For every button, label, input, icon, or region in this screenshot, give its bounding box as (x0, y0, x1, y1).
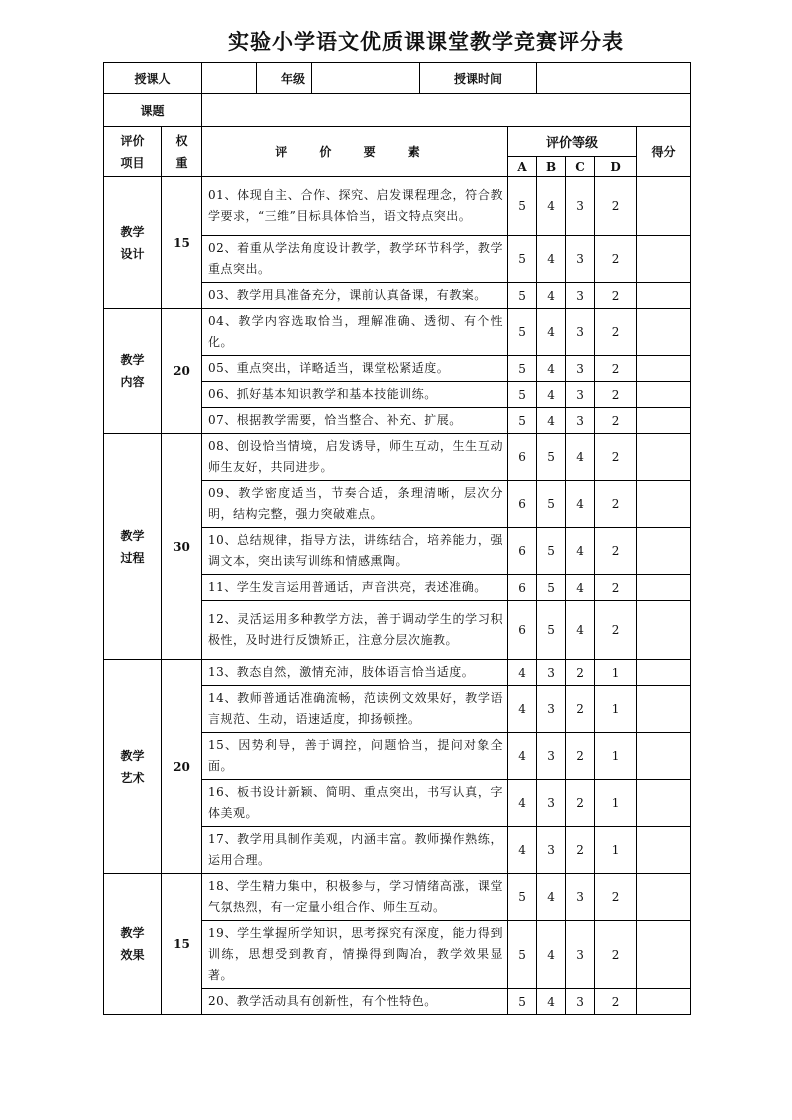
page-title: 实验小学语文优质课课堂教学竞赛评分表 (228, 29, 624, 54)
score-c: 3 (566, 408, 595, 434)
score-a: 4 (508, 660, 537, 686)
table-row (104, 874, 691, 921)
score-b: 3 (537, 827, 566, 874)
score-c: 3 (566, 177, 595, 236)
category-cell (104, 177, 162, 309)
score-c: 2 (566, 780, 595, 827)
score-field[interactable] (637, 989, 691, 1015)
eval-item-label-2: 项目 (120, 155, 145, 170)
category-cell (104, 309, 162, 434)
criterion-text: 15、因势利导，善于调控，问题恰当，提问对象全面。 (202, 733, 508, 780)
score-field[interactable] (637, 921, 691, 989)
criterion-text: 16、板书设计新颖、简明、重点突出，书写认真，字体美观。 (202, 780, 508, 827)
level-header: 评价等级 (508, 127, 637, 157)
criterion-text: 02、着重从学法角度设计教学，教学环节科学，教学重点突出。 (202, 236, 508, 283)
score-field[interactable] (637, 236, 691, 283)
weight-header (162, 127, 202, 177)
score-c: 4 (566, 575, 595, 601)
score-a: 6 (508, 528, 537, 575)
score-a: 5 (508, 382, 537, 408)
score-field[interactable] (637, 177, 691, 236)
time-field[interactable] (537, 63, 691, 94)
score-c: 3 (566, 283, 595, 309)
score-c: 3 (566, 382, 595, 408)
score-c: 2 (566, 660, 595, 686)
score-b: 3 (537, 733, 566, 780)
score-a: 5 (508, 309, 537, 356)
category-cell (104, 874, 162, 1015)
score-a: 5 (508, 874, 537, 921)
score-a: 6 (508, 575, 537, 601)
score-c: 3 (566, 874, 595, 921)
category-cell (104, 434, 162, 660)
score-c: 3 (566, 309, 595, 356)
criterion-text: 04、教学内容选取恰当，理解准确、透彻、有个性化。 (202, 309, 508, 356)
score-b: 4 (537, 356, 566, 382)
score-field[interactable] (637, 481, 691, 528)
score-field[interactable] (637, 575, 691, 601)
score-d: 2 (595, 989, 637, 1015)
score-d: 2 (595, 601, 637, 660)
category-label-1: 教学 (120, 224, 145, 239)
table-row (104, 434, 691, 481)
score-b: 5 (537, 481, 566, 528)
criterion-text: 07、根据教学需要，恰当整合、补充、扩展。 (202, 408, 508, 434)
score-a: 5 (508, 236, 537, 283)
score-a: 4 (508, 827, 537, 874)
teacher-label: 授课人 (104, 63, 202, 94)
score-a: 5 (508, 989, 537, 1015)
score-a: 4 (508, 686, 537, 733)
score-b: 5 (537, 434, 566, 481)
score-field[interactable] (637, 408, 691, 434)
score-b: 4 (537, 408, 566, 434)
score-b: 3 (537, 660, 566, 686)
category-label-2: 内容 (120, 375, 145, 389)
score-field[interactable] (637, 528, 691, 575)
criterion-text: 08、创设恰当情境，启发诱导，师生互动，生生互动师生友好，共同进步。 (202, 434, 508, 481)
criterion-text: 18、学生精力集中，积极参与，学习情绪高涨，课堂气氛热烈，有一定量小组合作、师生互动。 (202, 874, 508, 921)
score-d: 1 (595, 827, 637, 874)
score-field[interactable] (637, 780, 691, 827)
score-field[interactable] (637, 686, 691, 733)
scoring-table (103, 62, 691, 1015)
elements-header: 评 价 要 素 (202, 127, 508, 177)
grade-label: 年级 (257, 63, 312, 94)
score-d: 2 (595, 382, 637, 408)
score-d: 2 (595, 177, 637, 236)
criterion-text: 03、教学用具准备充分，课前认真备课，有教案。 (202, 283, 508, 309)
score-a: 4 (508, 733, 537, 780)
criterion-text: 06、抓好基本知识教学和基本技能训练。 (202, 382, 508, 408)
score-c: 2 (566, 827, 595, 874)
criterion-text: 01、体现自主、合作、探究、启发课程理念，符合教学要求，“三维”目标具体恰当，语文特点突出。 (202, 177, 508, 236)
score-a: 5 (508, 283, 537, 309)
score-d: 2 (595, 236, 637, 283)
score-d: 1 (595, 780, 637, 827)
level-b: B (537, 157, 566, 177)
score-c: 4 (566, 434, 595, 481)
score-field[interactable] (637, 309, 691, 356)
score-field[interactable] (637, 356, 691, 382)
score-b: 4 (537, 921, 566, 989)
score-c: 4 (566, 528, 595, 575)
score-a: 5 (508, 177, 537, 236)
category-label-2: 设计 (120, 246, 145, 261)
weight-cell: 20 (162, 660, 202, 874)
score-d: 2 (595, 528, 637, 575)
score-a: 5 (508, 408, 537, 434)
time-label: 授课时间 (420, 63, 537, 94)
topic-label: 课题 (104, 94, 202, 127)
score-b: 5 (537, 601, 566, 660)
score-field[interactable] (637, 283, 691, 309)
score-c: 3 (566, 921, 595, 989)
weight-label-1: 权 (175, 133, 188, 148)
score-a: 6 (508, 434, 537, 481)
criterion-text: 11、学生发言运用普通话，声音洪亮，表述准确。 (202, 575, 508, 601)
category-label-1: 教学 (120, 528, 145, 543)
category-cell (104, 660, 162, 874)
score-a: 6 (508, 481, 537, 528)
category-label-1: 教学 (120, 353, 145, 367)
score-d: 2 (595, 283, 637, 309)
table-row (104, 660, 691, 686)
score-field[interactable] (637, 434, 691, 481)
score-field[interactable] (637, 874, 691, 921)
weight-cell: 15 (162, 177, 202, 309)
score-c: 3 (566, 989, 595, 1015)
score-d: 1 (595, 733, 637, 780)
score-b: 4 (537, 874, 566, 921)
level-a: A (508, 157, 537, 177)
score-c: 3 (566, 236, 595, 283)
criterion-text: 13、教态自然，激情充沛，肢体语言恰当适度。 (202, 660, 508, 686)
score-d: 2 (595, 309, 637, 356)
category-label-2: 效果 (120, 948, 145, 962)
score-b: 5 (537, 528, 566, 575)
score-field[interactable] (637, 382, 691, 408)
weight-cell: 15 (162, 874, 202, 1015)
score-field[interactable] (637, 827, 691, 874)
criterion-text: 19、学生掌握所学知识，思考探究有深度，能力得到训练，思想受到教育，情操得到陶冶，教学效果显著。 (202, 921, 508, 989)
score-c: 4 (566, 481, 595, 528)
score-b: 4 (537, 177, 566, 236)
score-field[interactable] (637, 601, 691, 660)
score-a: 4 (508, 780, 537, 827)
criterion-text: 05、重点突出，详略适当，课堂松紧适度。 (202, 356, 508, 382)
score-b: 4 (537, 236, 566, 283)
score-b: 5 (537, 575, 566, 601)
criterion-text: 10、总结规律，指导方法，讲练结合，培养能力，强调文本，突出读写训练和情感熏陶。 (202, 528, 508, 575)
score-c: 2 (566, 733, 595, 780)
table-row (104, 309, 691, 356)
score-d: 2 (595, 434, 637, 481)
score-a: 5 (508, 356, 537, 382)
table-row (104, 177, 691, 236)
criterion-text: 17、教学用具制作美观，内涵丰富。教师操作熟练，运用合理。 (202, 827, 508, 874)
weight-label-2: 重 (175, 155, 188, 170)
eval-item-header (104, 127, 162, 177)
score-d: 2 (595, 921, 637, 989)
score-b: 4 (537, 989, 566, 1015)
category-label-1: 教学 (120, 748, 145, 763)
criterion-text: 20、教学活动具有创新性，有个性特色。 (202, 989, 508, 1015)
score-d: 1 (595, 660, 637, 686)
weight-cell: 30 (162, 434, 202, 660)
info-row (104, 63, 691, 94)
criterion-text: 14、教师普通话准确流畅，范读例文效果好，教学语言规范、生动，语速适度，抑扬顿挫。 (202, 686, 508, 733)
weight-cell: 20 (162, 309, 202, 434)
eval-item-label-1: 评价 (120, 133, 145, 148)
category-label-2: 过程 (120, 550, 145, 565)
score-a: 5 (508, 921, 537, 989)
score-b: 3 (537, 780, 566, 827)
score-c: 3 (566, 356, 595, 382)
score-c: 2 (566, 686, 595, 733)
score-b: 3 (537, 686, 566, 733)
score-b: 4 (537, 309, 566, 356)
score-d: 1 (595, 686, 637, 733)
criterion-text: 12、灵活运用多种教学方法，善于调动学生的学习积极性，及时进行反馈矫正，注意分层次施教。 (202, 601, 508, 660)
score-d: 2 (595, 481, 637, 528)
score-b: 4 (537, 382, 566, 408)
level-c: C (566, 157, 595, 177)
category-label-2: 艺术 (120, 770, 145, 785)
score-field[interactable] (637, 660, 691, 686)
topic-field[interactable] (202, 94, 691, 127)
topic-row (104, 94, 691, 127)
score-d: 2 (595, 575, 637, 601)
score-a: 6 (508, 601, 537, 660)
header-row-1 (104, 127, 691, 157)
score-d: 2 (595, 408, 637, 434)
score-b: 4 (537, 283, 566, 309)
score-header: 得分 (637, 127, 691, 177)
score-d: 2 (595, 874, 637, 921)
level-d: D (595, 157, 637, 177)
score-field[interactable] (637, 733, 691, 780)
grade-field[interactable] (312, 63, 420, 94)
teacher-field[interactable] (202, 63, 257, 94)
score-d: 2 (595, 356, 637, 382)
category-label-1: 教学 (120, 926, 145, 940)
criterion-text: 09、教学密度适当，节奏合适，条理清晰，层次分明，结构完整，强力突破难点。 (202, 481, 508, 528)
score-c: 4 (566, 601, 595, 660)
